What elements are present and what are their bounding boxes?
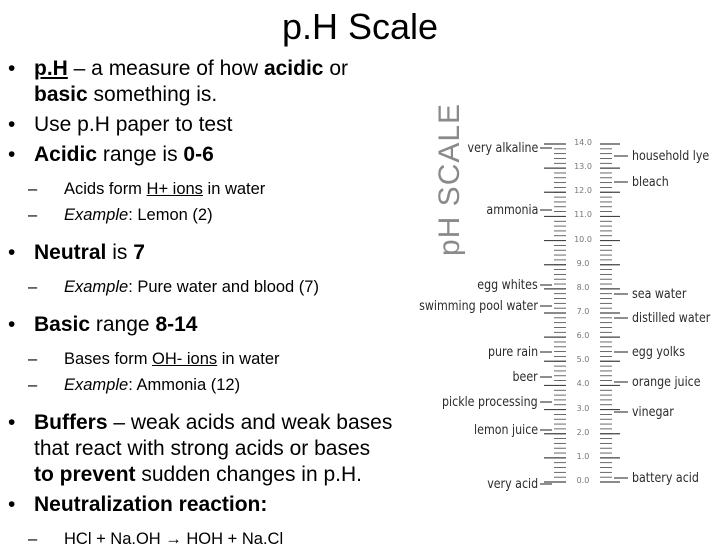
ph-tick-label: 6.0: [576, 331, 590, 341]
basic-range: 8-14: [155, 313, 198, 336]
bullet-basic: [6, 312, 406, 338]
label-distilled-water: distilled water: [632, 310, 711, 326]
ph-tick-label: 9.0: [576, 258, 590, 268]
bullet-dot: •: [8, 493, 16, 516]
neutral-term: Neutral: [34, 241, 107, 264]
ph-scale-figure: [419, 102, 718, 500]
bullet-dot: •: [8, 113, 16, 136]
neutralization-term: Neutralization reaction:: [34, 493, 268, 516]
ph-tick-label: 11.0: [574, 210, 592, 220]
label-very-acid: very acid: [487, 476, 538, 492]
bullet-dot: •: [8, 411, 16, 434]
sub-bullet-neutral-example: [6, 276, 406, 298]
text: Acids form: [64, 180, 147, 198]
ph-term: p.H: [34, 57, 68, 80]
sub-dash: –: [28, 206, 38, 224]
text: in water: [217, 350, 280, 368]
sub-dash: –: [28, 278, 38, 296]
sub-dash: –: [28, 350, 38, 368]
acidic-term: Acidic: [34, 143, 98, 166]
bullet-buffers: [6, 410, 394, 488]
text: Bases form: [64, 350, 153, 368]
basic-term: basic: [34, 83, 88, 106]
label-very-alkaline: very alkaline: [467, 140, 538, 156]
label-swimming-pool: swimming pool water: [419, 298, 538, 314]
label-vinegar: vinegar: [632, 404, 674, 420]
bullet-neutral: [6, 240, 406, 266]
bullet-dot: •: [8, 313, 16, 336]
sub-dash: –: [28, 376, 38, 394]
label-household-lye: household lye: [632, 148, 710, 164]
ph-tick-label: 13.0: [574, 162, 592, 172]
bullet-dot: •: [8, 241, 16, 264]
ph-tick-label: 3.0: [576, 403, 590, 413]
label-egg-whites: egg whites: [477, 277, 538, 293]
ph-tick-label: 8.0: [576, 282, 590, 292]
sub-bullet-equation: [6, 528, 406, 550]
text: : Pure water and blood (7): [128, 278, 319, 296]
ph-tick-label: 7.0: [576, 307, 590, 316]
bullet-ph-paper: [6, 112, 406, 138]
text: range: [90, 313, 156, 336]
ph-tick-label: 10.0: [574, 234, 592, 244]
bullet-list: [6, 52, 406, 550]
text: – a measure of how: [67, 57, 264, 80]
ph-tick-label: 1.0: [576, 451, 590, 461]
ph-tick-label: 12.0: [574, 186, 592, 196]
sub-dash: –: [28, 180, 38, 198]
bullet-neutralization: [6, 492, 406, 518]
sub-bullet-bases-ions: [6, 348, 406, 370]
text: range is: [97, 143, 184, 166]
to-prevent: to prevent: [34, 463, 136, 486]
ph-tick-label: 14.0: [574, 138, 592, 147]
label-egg-yolks: egg yolks: [632, 344, 685, 360]
basic-term: Basic: [34, 313, 91, 336]
buffers-term: Buffers: [34, 411, 108, 434]
bullet-dot: •: [8, 143, 16, 166]
label-sea-water: sea water: [632, 286, 687, 302]
text: Use p.H paper to test: [34, 113, 233, 136]
ph-tick-label: 2.0: [576, 427, 590, 437]
label-lemon: lemon juice: [473, 422, 538, 438]
sub-bullet-acid-example: [6, 204, 406, 226]
ph-tick-label: 4.0: [576, 379, 590, 389]
text: sudden changes in p.H.: [135, 463, 363, 486]
slide-title: p.H Scale: [281, 6, 439, 47]
ph-tick-label: 5.0: [576, 355, 590, 365]
text: something is.: [87, 83, 218, 106]
example-label: Example: [64, 206, 129, 224]
label-ammonia: ammonia: [485, 202, 538, 218]
label-orange-juice: orange juice: [632, 374, 701, 390]
bullet-dot: •: [8, 57, 16, 80]
h-ions: H+ ions: [146, 180, 203, 198]
sub-dash: –: [28, 530, 38, 548]
text: is: [106, 241, 134, 264]
neutral-value: 7: [133, 241, 145, 264]
oh-ions: OH- ions: [152, 350, 218, 368]
label-battery-acid: battery acid: [632, 470, 699, 486]
equation: HCl + Na.OH → HOH + Na.Cl: [64, 530, 284, 548]
ph-scale-vertical-title: pH SCALE: [433, 102, 466, 256]
text: : Ammonia (12): [128, 376, 241, 394]
ph-tick-label: 0.0: [576, 476, 590, 485]
example-label: Example: [64, 278, 129, 296]
bullet-ph-definition: [6, 56, 406, 108]
acidic-term: acidic: [263, 57, 324, 80]
sub-bullet-base-example: [6, 374, 406, 396]
bullet-acidic: [6, 142, 406, 168]
label-bleach: bleach: [632, 174, 669, 190]
label-pickle: pickle processing: [442, 394, 538, 410]
text: or: [323, 57, 348, 80]
label-pure-rain: pure rain: [487, 344, 538, 360]
sub-bullet-acids-ions: [6, 178, 406, 200]
example-label: Example: [64, 376, 129, 394]
text: in water: [202, 180, 266, 198]
label-beer: beer: [512, 369, 538, 385]
acidic-range: 0-6: [183, 143, 214, 166]
text: : Lemon (2): [128, 206, 213, 224]
text: – weak acids and weak bases that react with strong acids or bases: [34, 411, 393, 460]
